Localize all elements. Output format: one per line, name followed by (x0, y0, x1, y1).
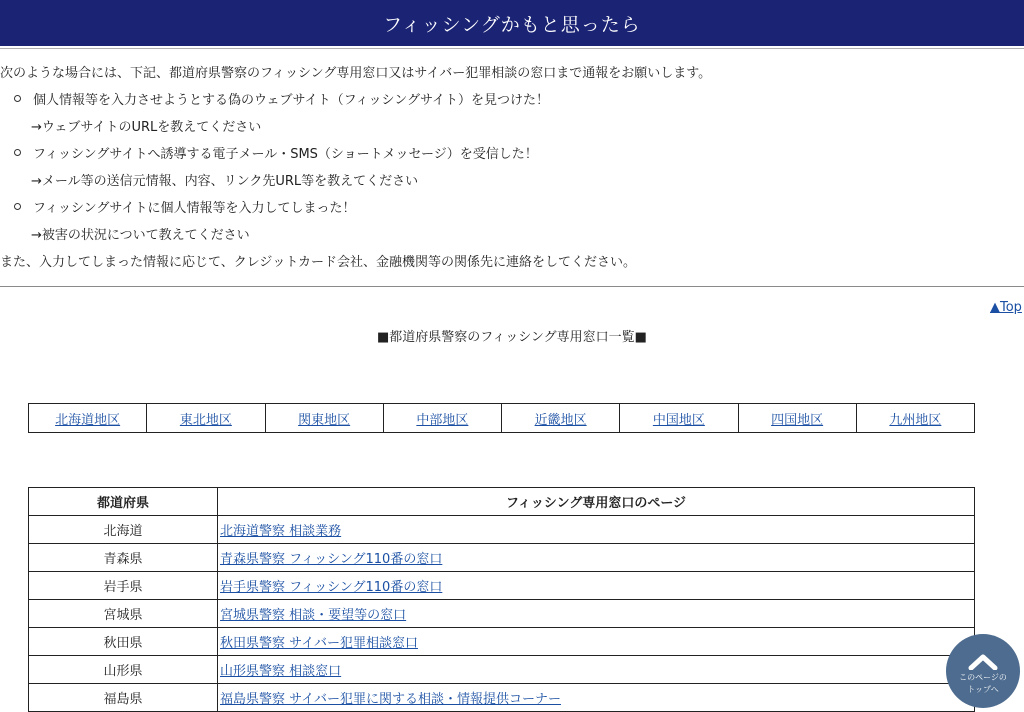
prefecture-cell: 青森県 (29, 544, 218, 572)
office-link[interactable]: 福島県警察 サイバー犯罪に関する相談・情報提供コーナー (220, 692, 561, 707)
back-to-top-label-1: このページの (959, 673, 1007, 682)
list-item-text: フィッシングサイトに個人情報等を入力してしまった！ (33, 201, 356, 216)
list-item-text: 個人情報等を入力させようとする偽のウェブサイト（フィッシングサイト）を見つけた！ (33, 93, 550, 108)
table-row (29, 684, 975, 712)
column-header-prefecture: 都道府県 (29, 488, 218, 516)
prefecture-cell: 福島県 (29, 684, 218, 712)
table-row (29, 544, 975, 572)
region-nav-table (28, 403, 975, 433)
column-header-office-page: フィッシング専用窓口のページ (218, 488, 975, 516)
region-link-chugoku[interactable]: 中国地区 (652, 412, 705, 428)
prefecture-cell: 山形県 (29, 656, 218, 684)
region-link-hokkaido[interactable]: 北海道地区 (55, 412, 121, 428)
page-title: フィッシングかもと思ったら (383, 13, 641, 36)
region-link-kyushu[interactable]: 九州地区 (889, 412, 942, 428)
prefecture-cell: 岩手県 (29, 572, 218, 600)
office-link[interactable]: 宮城県警察 相談・要望等の窓口 (220, 608, 407, 623)
office-link[interactable]: 北海道警察 相談業務 (220, 524, 342, 539)
region-link-kanto[interactable]: 関東地区 (298, 412, 351, 428)
list-item-sub: →メール等の送信元情報、内容、リンク先URL等を教えてください (31, 174, 419, 189)
region-cell (620, 404, 738, 433)
list-item (0, 195, 1020, 222)
region-cell (29, 404, 147, 433)
region-link-chubu[interactable]: 中部地区 (416, 412, 469, 428)
back-to-top-button[interactable] (946, 634, 1020, 708)
prefecture-cell: 宮城県 (29, 600, 218, 628)
region-link-tohoku[interactable]: 東北地区 (179, 412, 232, 428)
prefecture-cell: 秋田県 (29, 628, 218, 656)
list-title: ■都道府県警察のフィッシング専用窓口一覧■ (377, 330, 647, 345)
circle-bullet-icon (14, 95, 21, 102)
table-header-row (29, 488, 975, 516)
office-link[interactable]: 山形県警察 相談窓口 (220, 664, 342, 679)
region-link-kinki[interactable]: 近畿地区 (534, 412, 587, 428)
office-link[interactable]: 秋田県警察 サイバー犯罪相談窓口 (220, 636, 418, 651)
phishing-office-table (28, 487, 975, 712)
prefecture-cell: 北海道 (29, 516, 218, 544)
circle-bullet-icon (14, 203, 21, 210)
region-cell (147, 404, 265, 433)
region-cell (502, 404, 620, 433)
table-row (29, 656, 975, 684)
region-cell (383, 404, 501, 433)
region-link-shikoku[interactable]: 四国地区 (771, 412, 824, 428)
table-row (29, 572, 975, 600)
region-cell (265, 404, 383, 433)
intro-closing: また、入力してしまった情報に応じて、クレジットカード会社、金融機関等の関係先に連絡をしてください。 (0, 255, 637, 270)
page-title-banner (0, 0, 1024, 46)
office-link[interactable]: 青森県警察 フィッシング110番の窓口 (220, 552, 443, 567)
list-item (0, 87, 1020, 114)
top-link[interactable]: ▲Top (990, 300, 1022, 315)
table-row (29, 628, 975, 656)
intro-section (0, 60, 1020, 276)
back-to-top-label-2: トップへ (967, 685, 999, 694)
region-cell (738, 404, 856, 433)
table-row (29, 516, 975, 544)
list-item-sub: →被害の状況について教えてください (31, 228, 250, 243)
office-link[interactable]: 岩手県警察 フィッシング110番の窓口 (220, 580, 443, 595)
intro-lead: 次のような場合には、下記、都道府県警察のフィッシング専用窓口又はサイバー犯罪相談の窓口まで通報をお願いします。 (0, 66, 712, 81)
region-cell (856, 404, 974, 433)
chevron-up-icon (968, 654, 998, 670)
table-row (29, 600, 975, 628)
list-item-text: フィッシングサイトへ誘導する電子メール・SMS（ショートメッセージ）を受信した！ (33, 147, 538, 162)
circle-bullet-icon (14, 149, 21, 156)
list-item (0, 141, 1020, 168)
divider-top (0, 48, 1024, 49)
list-item-sub: →ウェブサイトのURLを教えてください (31, 120, 262, 135)
divider-middle (0, 286, 1024, 287)
